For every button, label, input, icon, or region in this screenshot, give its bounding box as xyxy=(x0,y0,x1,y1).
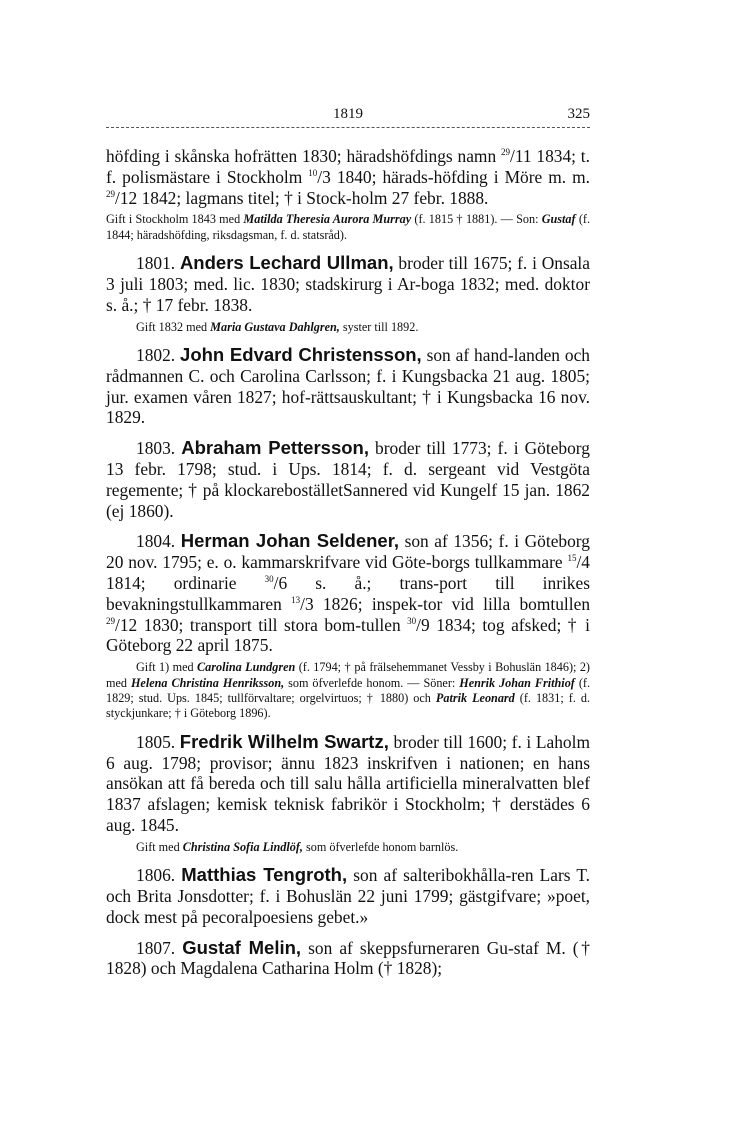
entry-1801 xyxy=(106,253,590,335)
header-rule xyxy=(106,127,590,128)
entry-text: 1801. Anders Lechard Ullman, broder till 1675; f. i Onsala 3 juli 1803; med. lic. 1830; stadskirurg i Ar-boga 1832; med. doktor s. å.; † 17 febr. 1838. xyxy=(106,252,590,315)
entry-text: 1803. Abraham Pettersson, broder till 1773; f. i Göteborg 13 febr. 1798; stud. i Ups. 1814; f. d. sergeant vid Vestgöta regemente; † på klockareboställetSannered vid Kungelf 15 jan. 1862 (ej 1860). xyxy=(106,437,590,521)
person-name: Abraham Pettersson, xyxy=(181,437,369,459)
person-name: Fredrik Wilhelm Swartz, xyxy=(179,730,389,752)
entry-text: 1805. Fredrik Wilhelm Swartz, broder till 1600; f. i Laholm 6 aug. 1798; provisor; ännu 1823 inskrifven i nationen; en hans ansökan att få bereda och till salu hålla artificiella mineralvatten blef 1837 afslagen; kemisk teknisk fabrikör i Stockholm; † derstädes 6 aug. 1845. xyxy=(106,730,590,835)
entry-text: höfding i skånska hofrätten 1830; häradshöfdings namn $^{29}$/11 1834; t. f. polismästare i Stockholm $^{10}$/3 1840; härads-höfding i Möre m. m. $^{29}$/12 1842; lagmans titel; † i Stock-holm 27 febr. 1888. xyxy=(106,146,590,208)
entry-1807 xyxy=(106,938,590,980)
page-number: 325 xyxy=(567,106,590,122)
entry-text: 1802. John Edvard Christensson, son af hand-landen och rådmannen C. och Carolina Carlsson; f. i Kungsbacka 21 aug. 1805; jur. examen våren 1827; hof-rättsauskultant; † i Kungsbacka 16 nov. 1829. xyxy=(106,344,590,428)
entry-text: 1807. Gustaf Melin, son af skeppsfurneraren Gu-staf M. († 1828) och Magdalena Catharina Holm († 1828); xyxy=(106,936,590,979)
person-name: John Edvard Christensson, xyxy=(180,344,422,365)
entry-1805 xyxy=(106,732,590,855)
person-name: Gustaf Melin, xyxy=(182,936,302,958)
entry-text: 1806. Matthias Tengroth, son af salteribokhålla-ren Lars T. och Brita Jonsdotter; f. i Bohuslän 22 juni 1799; gästgifvare; »poet, dock mest på pecoralpoesiens gebet.» xyxy=(106,864,591,927)
entry-note: Gift med Christina Sofia Lindlöf, som öfverlefde honom barnlös. xyxy=(136,839,459,854)
entry-1802 xyxy=(106,345,590,428)
page-header xyxy=(106,106,590,126)
person-name: Anders Lechard Ullman, xyxy=(179,252,394,274)
entry-continuation xyxy=(106,146,590,243)
person-name: Matthias Tengroth, xyxy=(181,864,348,886)
entry-note: Gift 1832 med Maria Gustava Dahlgren, syster till 1892. xyxy=(136,319,419,334)
entry-note: Gift 1) med Carolina Lundgren (f. 1794; † på frälsehemmanet Vessby i Bohuslän 1846); 2) med Helena Christina Henriksson, som öfverlefde honom. — Söner: Henrik Johan Frithiof (f. 1829; stud. Ups. 1845; tullförvaltare; orgelvirtuos; † 1880) och Patrik Leonard (f. 1831; f. d. styckjunkare; † i Göteborg 1896). xyxy=(106,660,591,721)
entry-1803 xyxy=(106,438,590,521)
entry-1806 xyxy=(106,865,590,927)
person-name: Herman Johan Seldener, xyxy=(180,530,400,552)
header-year: 1819 xyxy=(333,106,363,122)
entry-1804 xyxy=(106,531,590,721)
entry-text: 1804. Herman Johan Seldener, son af 1356; f. i Göteborg 20 nov. 1795; e. o. kammarskrifvare vid Göte-borgs tullkammare $^{15}$/4 1814; ordinarie $^{30}$/6 s. å.; trans-port till inrikes bevakningstullkammaren $^{13}$/3 1826; inspek-tor vid lilla bomtullen $^{29}$/12 1830; transport till stora bom-tullen $^{30}$/9 1834; tog afsked; † i Göteborg 22 april 1875. xyxy=(106,530,591,656)
entry-note: Gift i Stockholm 1843 med Matilda Theresia Aurora Murray (f. 1815 † 1881). — Son: Gustaf (f. 1844; häradshöfding, riksdagsman, f. d. statsråd). xyxy=(106,212,590,242)
page-body xyxy=(106,146,590,979)
